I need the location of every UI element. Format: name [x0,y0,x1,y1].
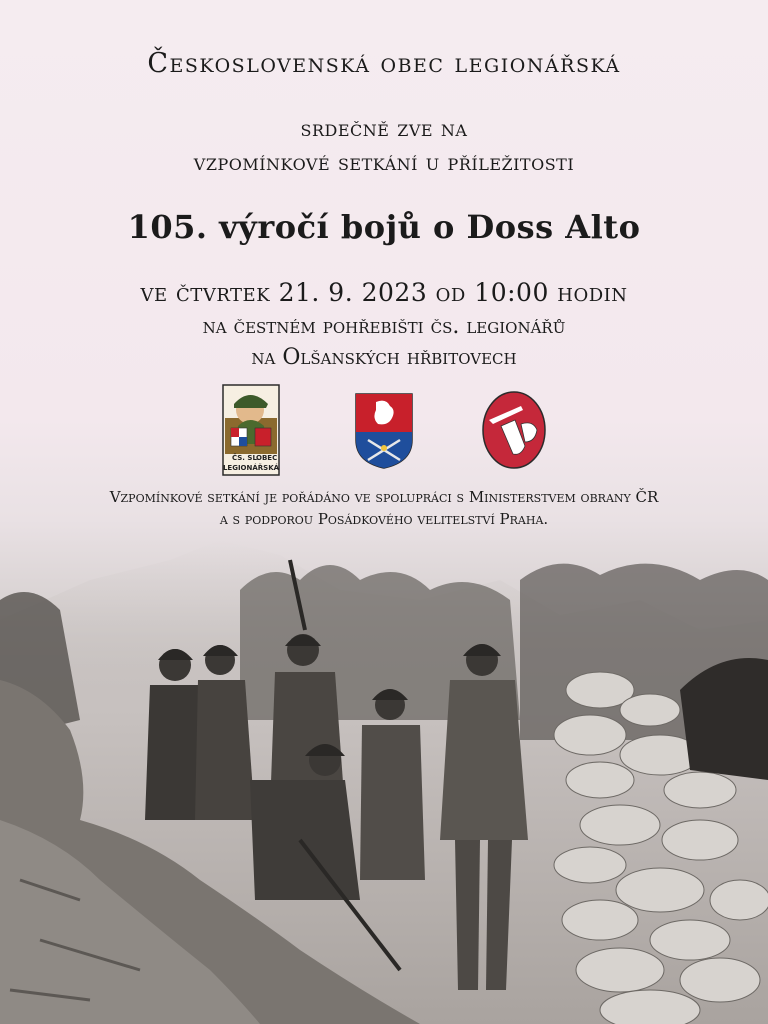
event-place-line-2: na Olšanských hřbitovech [251,345,517,370]
soldiers-photo [0,520,768,1024]
event-place-line-1: na čestném pohřebišti čs. legionářů [202,314,566,339]
emblem-text-obec: OBEC [256,454,278,462]
emblem-text-legionarska: LEGIONÁŘSKÁ [222,464,280,472]
event-date: ve čtvrtek 21. 9. 2023 od 10:00 hodin [140,278,628,307]
legion-badge-logo [481,390,547,470]
footer-note-line-1: Vzpomínkové setkání je pořádáno ve spolupráci s Ministerstvem obrany ČR [109,488,659,506]
invitation-line-2: vzpomínkové setkání u příležitosti [193,150,575,176]
invitation-line-1: srdečně zve na [300,116,468,142]
military-crest-logo [354,392,414,470]
organization-name: Československá obec legionářská [147,48,621,79]
event-title: 105. výročí bojů o Doss Alto [127,208,641,246]
csol-emblem-logo [222,384,280,476]
footer-note-line-2: a s podporou Posádkového velitelství Praha. [219,510,549,528]
emblem-text-cssl: ČS. SL. [232,454,260,462]
